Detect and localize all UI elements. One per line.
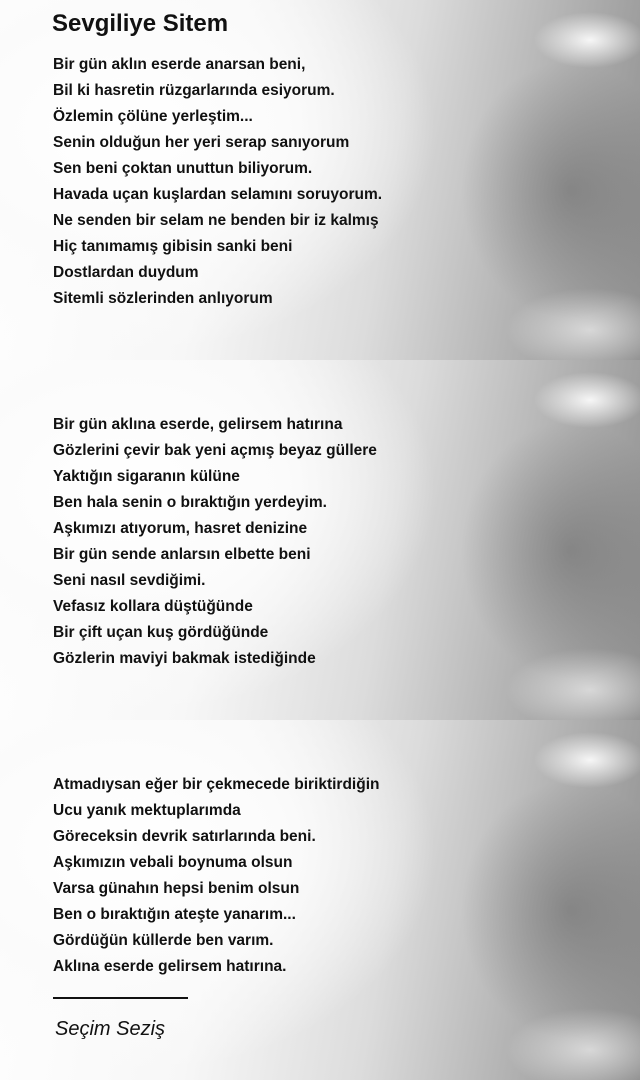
poem-line: Gözlerin maviyi bakmak istediğinde	[53, 650, 316, 667]
poem-line: Bir gün sende anlarsın elbette beni	[53, 546, 311, 563]
poem-line: Dostlardan duydum	[53, 264, 199, 281]
poem-line: Bil ki hasretin rüzgarlarında esiyorum.	[53, 82, 335, 99]
stanza-2	[53, 412, 377, 672]
poem-line: Bir gün aklın eserde anarsan beni,	[53, 56, 306, 73]
poem-title: Sevgiliye Sitem	[52, 10, 229, 37]
poem-line: Sen beni çoktan unuttun biliyorum.	[53, 160, 313, 177]
poem-line: Ucu yanık mektuplarımda	[53, 802, 241, 819]
poem-line: Atmadıysan eğer bir çekmecede biriktirdiğin	[53, 776, 380, 793]
poem-author: Seçim Seziş	[55, 1018, 166, 1040]
poem-line: Senin olduğun her yeri serap sanıyorum	[53, 134, 350, 151]
poem-line: Hiç tanımamış gibisin sanki beni	[53, 238, 293, 255]
poem-line: Ben o bıraktığın ateşte yanarım...	[53, 906, 296, 923]
poem-line: Bir çift uçan kuş gördüğünde	[53, 624, 269, 641]
poem-line: Göreceksin devrik satırlarında beni.	[53, 828, 316, 845]
poem-line: Vefasız kollara düştüğünde	[53, 598, 253, 615]
poem-line: Ben hala senin o bıraktığın yerdeyim.	[53, 494, 327, 511]
author-divider	[53, 997, 188, 999]
poem-line: Varsa günahın hepsi benim olsun	[53, 880, 300, 897]
poem-line: Sitemli sözlerinden anlıyorum	[53, 290, 273, 307]
stanza-3	[53, 772, 379, 980]
poem-line: Yaktığın sigaranın külüne	[53, 468, 240, 485]
poem-line: Seni nasıl sevdiğimi.	[53, 572, 206, 589]
poem-panel-1	[0, 0, 640, 360]
poem-line: Aşkımızı atıyorum, hasret denizine	[53, 520, 308, 537]
poem-line: Gördüğün küllerde ben varım.	[53, 932, 274, 949]
poem-line: Aşkımızın vebali boynuma olsun	[53, 854, 293, 871]
poem-panel-3	[0, 720, 640, 1080]
poem-line: Aklına eserde gelirsem hatırına.	[53, 958, 287, 975]
poem-line: Bir gün aklına eserde, gelirsem hatırına	[53, 416, 343, 433]
poem-panel-2	[0, 360, 640, 720]
stanza-1	[53, 52, 382, 312]
poem-line: Gözlerini çevir bak yeni açmış beyaz güllere	[53, 442, 377, 459]
poem-line: Özlemin çölüne yerleştim...	[53, 108, 253, 125]
poem-line: Ne senden bir selam ne benden bir iz kalmış	[53, 212, 379, 229]
poem-line: Havada uçan kuşlardan selamını soruyorum.	[53, 186, 383, 203]
